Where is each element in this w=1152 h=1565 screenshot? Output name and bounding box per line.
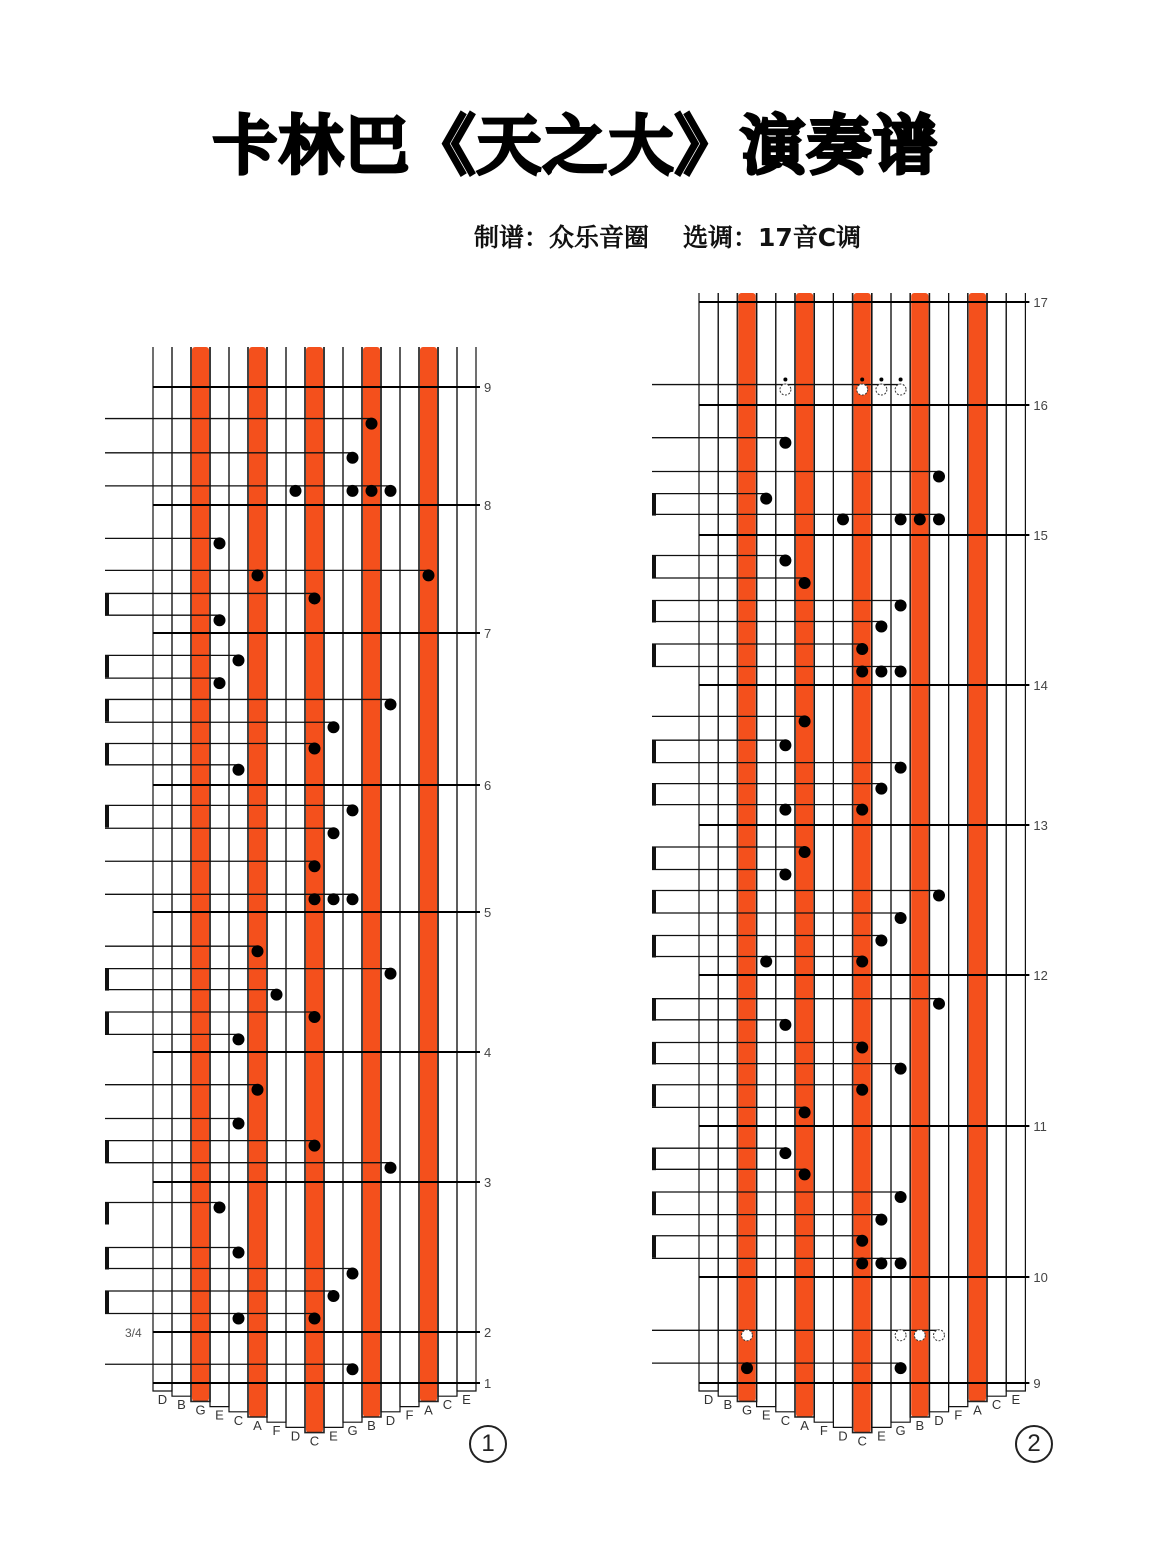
beat-bracket [105,1012,109,1034]
note [328,827,340,839]
note-row [652,1019,791,1031]
note [385,698,397,710]
note-row [105,1140,321,1163]
tine-label: A [973,1402,982,1418]
note [856,804,868,816]
tine-outline [153,347,172,1391]
hollow-note [857,384,868,395]
note-row [105,418,378,430]
note [933,471,945,483]
tine-label: C [991,1397,1002,1413]
tine-F [400,347,419,1423]
note [347,452,359,464]
note [779,804,791,816]
note-row [105,1313,321,1325]
note [799,1168,811,1180]
note [799,1106,811,1118]
measure-number: 6 [484,778,492,793]
beat-bracket [105,1141,109,1163]
tine-A [248,347,267,1433]
tine-C [438,347,457,1412]
tine-A [795,293,814,1433]
note [799,715,811,727]
tine-label: A [800,1418,809,1433]
tine-outline [757,293,776,1407]
tine-label: F [819,1423,828,1439]
note-row [105,945,264,957]
tine-label: E [877,1428,886,1444]
note [856,643,868,655]
tine-label: D [703,1392,714,1407]
tine-outline [929,293,948,1412]
note-row [652,715,811,727]
note [856,1257,868,1269]
tine-label: D [838,1428,848,1444]
tine-label: E [462,1392,471,1407]
tine-label: A [253,1418,262,1433]
tine-B [362,347,381,1433]
tine-B [718,293,737,1412]
hollow-note [876,384,887,395]
beat-bracket [652,891,656,913]
note [856,666,868,678]
note [895,666,907,678]
note-row [652,956,868,968]
note-row [105,764,245,776]
tine-label: E [1011,1392,1021,1407]
tine-label: C [442,1397,453,1413]
tine-outline [987,293,1006,1396]
note-row [105,592,321,615]
measure-number: 9 [1033,1376,1041,1391]
note [423,569,435,581]
note-row [105,1084,264,1096]
tine-label: E [215,1407,224,1423]
note [856,1235,868,1247]
beat-bracket [652,740,656,762]
measure-number: 8 [484,498,492,513]
tine-label: F [405,1407,414,1423]
tine-C [776,293,795,1428]
tine-B [910,293,929,1433]
tine-label: G [347,1423,358,1439]
tine-outline [343,347,362,1422]
measure-number: 5 [484,905,492,920]
measure-number: 9 [484,380,492,395]
note [328,721,340,733]
note [914,513,926,525]
page-title: 卡林巴《天之大》演奏谱 [213,110,939,184]
tine-A [419,347,438,1417]
hollow-note [895,1330,906,1341]
note [309,743,321,755]
tine-label: C [780,1412,791,1428]
note [233,1313,245,1325]
note [309,1140,321,1152]
tab-chart-1 [105,347,491,1449]
note-row [105,1118,245,1130]
note [233,1118,245,1130]
note [779,1147,791,1159]
tine-outline [286,347,305,1427]
note-row [652,804,868,816]
beat-bracket [105,1203,109,1225]
beat-bracket [652,556,656,578]
tine-label: F [272,1423,281,1439]
note [895,1362,907,1374]
tine-G [191,347,210,1417]
tine-outline [1006,293,1025,1391]
beat-bracket [652,494,656,516]
tine-label: C [309,1433,320,1449]
note [856,956,868,968]
beat-bracket [105,1248,109,1270]
octave-dot [899,378,903,382]
note [214,537,226,549]
note [933,890,945,902]
note-row [652,739,791,762]
tine-E [1006,293,1025,1407]
tine-label: G [741,1402,753,1418]
tine-label: B [723,1397,733,1413]
note [366,418,378,430]
tine-F [814,293,833,1438]
note-row [105,1033,245,1045]
note [837,513,849,525]
note [895,1191,907,1203]
tine-label: E [761,1407,771,1423]
note [347,485,359,497]
note [895,762,907,774]
arranger-credit: 制谱：众乐音圈 [474,223,650,252]
tine-E [872,293,891,1443]
tine-D [381,347,400,1428]
tine-D [929,293,948,1428]
accent-tine-fill [306,347,323,1433]
note [875,621,887,633]
beat-bracket [105,655,109,677]
beat-bracket [105,969,109,991]
note [933,998,945,1010]
measure-number: 17 [1033,295,1048,310]
beat-bracket [652,936,656,958]
tine-label: C [233,1412,244,1428]
note [760,956,772,968]
tine-outline [814,293,833,1422]
note [779,1019,791,1031]
note [799,577,811,589]
note [799,846,811,858]
measure-number: 16 [1033,398,1048,413]
measure-number: 3 [484,1175,492,1190]
tine-outline [457,347,476,1391]
note-row [105,1011,321,1034]
note [933,513,945,525]
note [875,1257,887,1269]
note [779,739,791,751]
tine-label: B [177,1397,186,1413]
note-row [652,1041,868,1064]
tine-outline [891,293,910,1422]
note [233,1247,245,1259]
hollow-note [934,1330,945,1341]
tine-outline [699,293,718,1391]
note-row [652,1084,868,1107]
tab-chart-2 [652,293,1048,1449]
measure-number: 11 [1033,1119,1047,1134]
measure-number: 15 [1033,528,1048,543]
tine-C [229,347,248,1428]
note [366,485,378,497]
beat-bracket [652,644,656,666]
note-row [105,654,245,677]
measure-number: 13 [1033,818,1048,833]
hollow-note [914,1330,925,1341]
tine-label: D [290,1428,301,1444]
tine-C [987,293,1006,1412]
note [233,764,245,776]
note [347,1363,359,1375]
note [271,989,283,1001]
note-row [652,1168,811,1180]
note [875,935,887,947]
note [252,1084,264,1096]
key-info: 选调：17音C调 [683,223,862,252]
tine-label: B [367,1418,376,1433]
measure-number: 7 [484,626,492,641]
measure-number: 10 [1033,1270,1048,1285]
tine-F [949,293,968,1423]
beat-bracket [105,805,109,827]
note [895,912,907,924]
note [214,677,226,689]
note [741,1362,753,1374]
octave-dot [860,378,864,382]
beat-bracket [652,847,656,869]
note [895,600,907,612]
tine-outline [833,293,852,1427]
beat-bracket [652,1085,656,1107]
tine-label: D [934,1412,944,1428]
hollow-note [780,384,791,395]
octave-dot [879,378,883,382]
tine-label: G [895,1423,906,1439]
tine-label: E [329,1428,338,1444]
measure-number: 12 [1033,968,1048,983]
note [214,614,226,626]
note [385,968,397,980]
note-row [652,555,791,578]
note-row [652,577,811,589]
tine-F [267,347,286,1438]
tine-B [172,347,191,1412]
note [760,493,772,505]
tine-outline [872,293,891,1427]
note [328,893,340,905]
note [856,1041,868,1053]
note-row [105,569,435,581]
note [895,1257,907,1269]
tine-D [286,347,305,1443]
note-row [105,1247,245,1270]
note-row [652,437,791,449]
hollow-note [895,384,906,395]
tine-E [210,347,229,1423]
accent-tine-fill [969,293,986,1401]
note [214,1202,226,1214]
note [233,1033,245,1045]
note [779,869,791,881]
tine-label: A [424,1402,433,1418]
note [252,945,264,957]
beat-bracket [652,601,656,623]
beat-bracket [652,1192,656,1214]
note-row [652,846,811,869]
tine-outline [324,347,343,1427]
tine-outline [381,347,400,1412]
tine-label: C [857,1433,867,1449]
octave-dot [783,378,787,382]
note [875,1214,887,1226]
accent-tine-fill [249,347,266,1417]
beat-bracket [105,699,109,721]
tine-D [699,293,718,1407]
hollow-note [742,1330,753,1341]
tine-label: D [385,1412,396,1428]
note [895,1063,907,1075]
beat-bracket [105,593,109,615]
note [895,513,907,525]
tine-E [757,293,776,1423]
note-row [652,643,868,666]
beat-bracket [652,999,656,1021]
tine-G [737,293,756,1417]
beat-bracket [652,1236,656,1258]
accent-tine-fill [911,293,928,1417]
note [309,1313,321,1325]
note-row [105,860,321,872]
accent-tine-fill [363,347,380,1417]
note-row [652,1106,811,1118]
note [856,1084,868,1096]
note [347,804,359,816]
note [309,860,321,872]
tine-outline [776,293,795,1412]
measure-number: 14 [1033,678,1048,693]
beat-bracket [105,744,109,766]
note [875,783,887,795]
beat-bracket [652,784,656,806]
note [347,1268,359,1280]
note-row [105,743,321,766]
note [328,1290,340,1302]
panel-number-1: 1 [469,1425,507,1463]
note [309,893,321,905]
time-signature: 3/4 [125,1326,142,1340]
note [347,893,359,905]
note [309,592,321,604]
note [875,666,887,678]
note [779,555,791,567]
note [779,437,791,449]
tine-label: G [195,1402,206,1418]
note [309,1011,321,1023]
note [233,654,245,666]
tine-A [968,293,987,1417]
tine-label: B [915,1418,925,1433]
beat-bracket [652,1042,656,1064]
note-row [652,869,791,881]
tine-C [853,293,872,1449]
note-row [652,1147,791,1170]
note [385,485,397,497]
beat-bracket [105,1291,109,1313]
tine-label: F [954,1407,963,1423]
measure-number: 2 [484,1325,492,1340]
tine-outline [718,293,737,1396]
measure-number: 1 [484,1376,492,1391]
note [290,485,302,497]
beat-bracket [652,1148,656,1170]
note-row [652,1235,868,1258]
tine-outline [949,293,968,1407]
panel-number-2: 2 [1015,1425,1053,1463]
note [385,1162,397,1174]
tine-D [833,293,852,1443]
measure-number: 4 [484,1045,492,1060]
tine-label: D [157,1392,168,1407]
note [252,569,264,581]
tine-outline [267,347,286,1422]
